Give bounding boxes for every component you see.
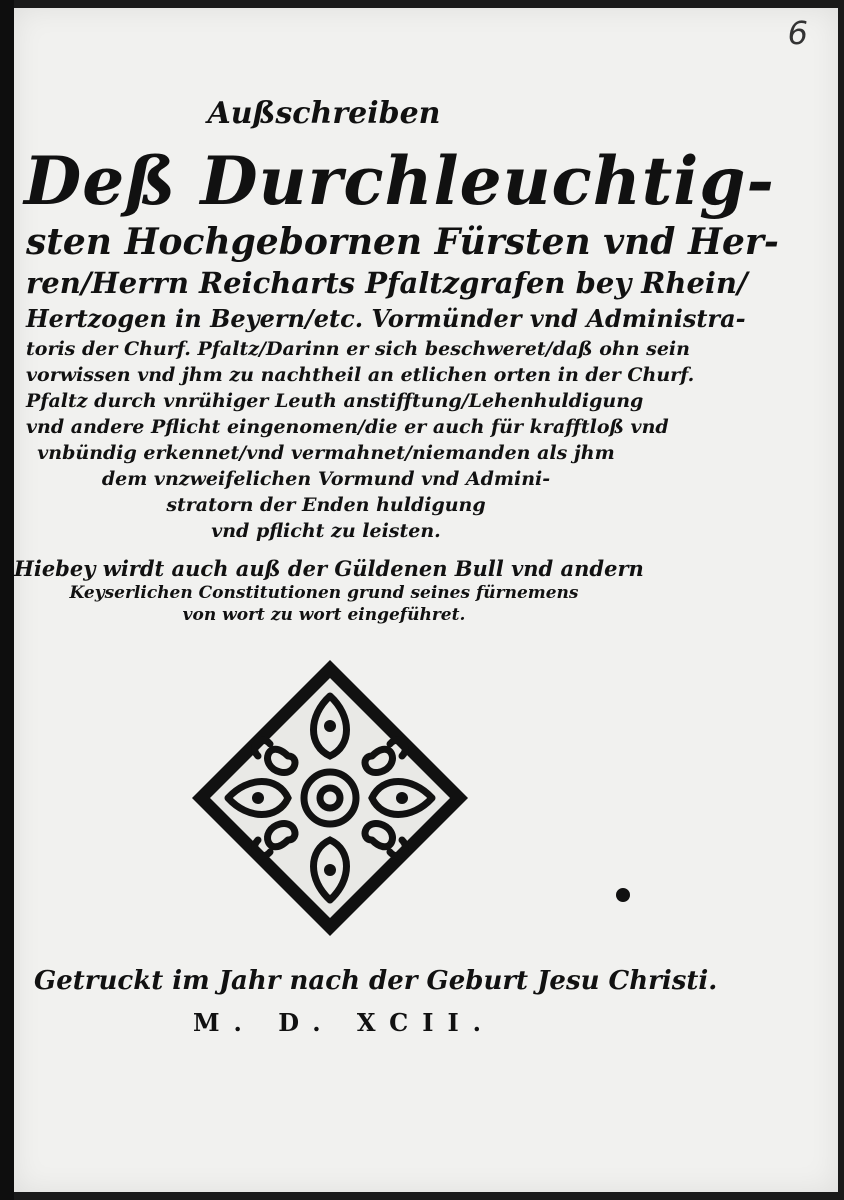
title-small: Außschreiben bbox=[207, 96, 441, 131]
ink-spot bbox=[616, 888, 630, 902]
title-body-line: ren/Herrn Reicharts Pfaltzgrafen bey Rhein/ bbox=[26, 266, 748, 300]
title-body bbox=[26, 220, 779, 544]
title-body-line: Hertzogen in Beyern/etc. Vormünder vnd Administra- bbox=[26, 304, 746, 333]
subtitle-line: Hiebey wirdt auch auß der Güldenen Bull vnd andern bbox=[14, 556, 644, 581]
subtitle-line: von wort zu wort eingeführet. bbox=[182, 605, 466, 625]
title-body-line: vnbündig erkennet/vnd vermahnet/niemanden als jhm bbox=[37, 442, 615, 464]
title-page bbox=[14, 8, 838, 1192]
year-line: M. D. XCII. bbox=[192, 1008, 496, 1037]
title-body-line: vnd andere Pflicht eingenomen/die er auch für krafftloß vnd bbox=[26, 416, 669, 438]
title-body-line: sten Hochgebornen Fürsten vnd Her- bbox=[26, 221, 779, 263]
page-binding-edge bbox=[0, 0, 14, 1200]
subtitle-block bbox=[14, 556, 644, 626]
title-body-line: vnd pflicht zu leisten. bbox=[211, 520, 441, 542]
title-body-line: vorwissen vnd jhm zu nachtheil an etlichen orten in der Churf. bbox=[26, 364, 695, 386]
ornament-diamond bbox=[188, 656, 472, 940]
title-body-line: dem vnzweifelichen Vormund vnd Admini- bbox=[101, 468, 551, 490]
imprint-line: Getruckt im Jahr nach der Geburt Jesu Christi. bbox=[34, 966, 718, 996]
title-big: Deß Durchleuchtig- bbox=[24, 142, 775, 220]
title-body-line: stratorn der Enden huldigung bbox=[166, 494, 486, 516]
title-body-line: toris der Churf. Pfaltz/Darinn er sich beschweret/daß ohn sein bbox=[26, 338, 690, 360]
title-body-line: Pfaltz durch vnrühiger Leuth anstifftung/Lehenhuldigung bbox=[26, 390, 644, 412]
subtitle-line: Keyserlichen Constitutionen grund seines fürnemens bbox=[69, 583, 579, 603]
folio-number: 6 bbox=[787, 14, 808, 52]
